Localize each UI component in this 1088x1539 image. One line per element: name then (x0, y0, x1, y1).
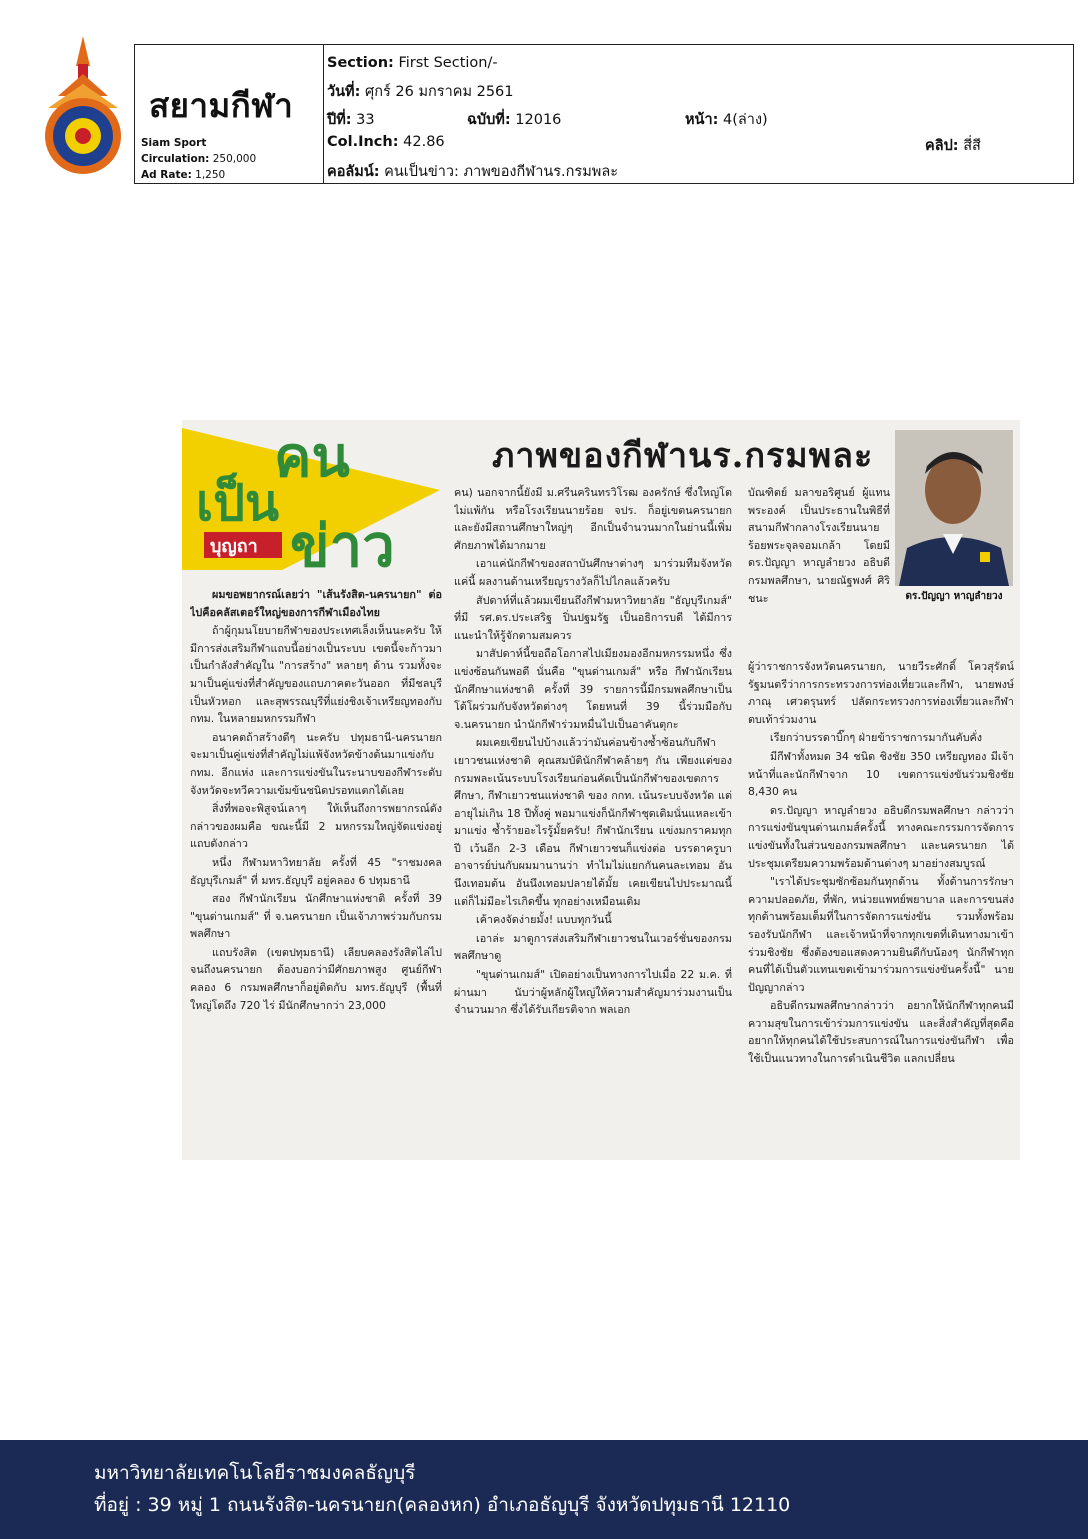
badge-author: บุญถา (210, 536, 258, 557)
article-column-3-top (748, 484, 890, 654)
paragraph: "เราได้ประชุมซักซ้อมกันทุกด้าน ทั้งด้านการรักษาความปลอดภัย, ที่พัก, หน่วยแพทย์พยาบาล และการขนส่ง ทุกด้านพร้อมเต็มที่ในการจัดการแข่งขัน รวมทั้งพร้อมรองรับนักกีฬา และเจ้าหน้าที่จากทุกเขตที่เดินทางมาเข้าร่วมชิงชัย ซึ่งต้องขอแสดงความยินดีกับน้องๆ นักกีฬาทุกคนที่ได้เป็นตัวแทนเขตเข้ามาร่วมการแข่งขันครั้งนี้" นายปัญญากล่าว (748, 875, 1014, 994)
paragraph: สอง กีฬานักเรียน นักศึกษาแห่งชาติ ครั้งที่ 39 "ขุนด่านเกมส์" ที่ จ.นครนายก เป็นเจ้าภาพร่วมกับกรมพลศึกษา (190, 892, 442, 941)
publication-name-en: Siam Sport (141, 137, 207, 149)
clipping-header (134, 44, 1074, 184)
university-logo (38, 36, 128, 176)
paragraph: ผู้ว่าราชการจังหวัดนครนายก, นายวีระศักดิ์ โควสุรัตน์ รัฐมนตรีว่าการกระทรวงการท่องเที่ยวและกีฬา, นายพงษ์ภาณุ เศวตรุนทร์ ปลัดกระทรวงการท่องเที่ยวและกีฬา ตบเท้าร่วมงาน (748, 660, 1014, 726)
issue-info (325, 45, 1073, 183)
photo-caption: ดร.ปัญญา หาญลำยวง (895, 586, 1013, 608)
paragraph: เอาแค่นักกีฬาของสถาบันศึกษาต่างๆ มาร่วมทีมจังหวัดแค่นี้ ผลงานด้านเหรียญรางวัลก็ไปไกลแล้วครับ (454, 557, 732, 588)
portrait-image (895, 430, 1013, 586)
badge-word-1: คน (274, 425, 350, 490)
paragraph: เรียกว่าบรรดาบิ๊กๆ ฝ่ายข้าราชการมากันคับคั่ง (770, 731, 983, 745)
page-row: หน้า: 4(ล่าง) (685, 112, 768, 128)
clip-row: คลิป: สี่สี (925, 138, 981, 154)
paragraph: บัณฑิตย์ มลาขอริศูนย์ ผู้แทนพระองค์ เป็นประธานในพิธีที่สนามกีฬากลางโรงเรียนนายร้อยพระจุลจอมเกล้า โดยมี ดร.ปัญญา หาญลำยวง อธิบดีกรมพลศึกษา, นายณัฐพงศ์ ศิริชนะ (748, 486, 890, 605)
footer-address: ที่อยู่ : 39 หมู่ 1 ถนนรังสิต-นครนายก(คลองหก) อำเภอธัญบุรี จังหวัดปทุมธานี 12110 (94, 1494, 791, 1516)
article-column-1 (190, 586, 442, 1156)
colinch-row: Col.Inch: 42.86 (327, 134, 445, 150)
article-column-2 (454, 484, 732, 1156)
badge-word-2: เป็น (196, 474, 280, 532)
badge-word-3: ข่าว (290, 512, 395, 580)
paragraph: "ขุนด่านเกมส์" เปิดอย่างเป็นทางการไปเมื่อ 22 ม.ค. ที่ผ่านมา นับว่าผู้หลักผู้ใหญ่ให้ความสำคัญมาร่วมงานเป็นจำนวนมาก ซึ่งได้รับเกียรติจาก พลเอก (454, 968, 732, 1017)
column-badge (182, 420, 440, 580)
paragraph: ดร.ปัญญา หาญลำยวง อธิบดีกรมพลศึกษา กล่าวว่า การแข่งขันขุนด่านเกมส์ครั้งนี้ ทางคณะกรรมการจัดการแข่งขันทั้งในส่วนของกรมพลศึกษา และนครนายก ได้ประชุมเตรียมความพร้อมด้านต่างๆ มาอย่างสมบูรณ์ (748, 803, 1014, 870)
paragraph: ถ้าผู้กุมนโยบายกีฬาของประเทศเล็งเห็นนะครับ ให้มีการส่งเสริมกีฬาแถบนี้อย่างเป็นระบบ เขตนี้จะก้าวมาเป็นกำลังสำคัญใน "การสร้าง" หลายๆ ด้าน รวมทั้งจะมาเป็นคู่แข่งที่สำคัญของแถบภาคตะวันออก ที่มีชลบุรีเป็นหัวหอก และสุพรรณบุรีที่แย่งชิงเจ้าเหรียญทองกับ กทม. ในหลายมหกรรมกีฬา (190, 624, 442, 726)
paragraph: ผมเคยเขียนไปบ้างแล้วว่ามันค่อนข้างซ้ำซ้อนกับกีฬาเยาวชนแห่งชาติ คุณสมบัตินักกีฬาคล้ายๆ กัน เพียงแต่ของกรมพละเน้นระบบโรงเรียนก่อนคัดเป็นนักกีฬาของเขตการศึกษา, กีฬาเยาวชนแห่งชาติ ของ กกท. เน้นระบบจังหวัด แต่อายุไม่เกิน 18 ปีทั้งคู่ พอมาแข่งก็นักกีฬาชุดเดิมนั่นแหละเข้ามาแข่ง ซ้ำร้ายอะไรรู้มั้ยครับ! กีฬานักเรียน แข่งมกราคมทุกปี เว้นอีก 2-3 เดือน กีฬาเยาวชนก็แข่งต่อ บรรดาครูบาอาจารย์บ่นกับผมมานานว่า ทำไมไม่แยกกันคนละเทอม อันนึงเทอมต้น อันนึงเทอมปลายได้มั้ย เคยเขียนไปประมาณนี้ แต่ก็ไม่มีอะไรเกิดขึ้น ทุกอย่างเหมือนเดิม (454, 736, 732, 908)
column-row: คอลัมน์: คนเป็นข่าว: ภาพของกีฬานร.กรมพละ (327, 164, 619, 180)
official-portrait (895, 430, 1013, 608)
paragraph: หนึ่ง กีฬามหาวิทยาลัย ครั้งที่ 45 "ราชมงคลธัญบุรีเกมส์" ที่ มทร.ธัญบุรี อยู่คลอง 6 ปทุมธานี (190, 855, 442, 887)
paragraph: เอาล่ะ มาดูการส่งเสริมกีฬาเยาวชนในเวอร์ชั่นของกรมพลศึกษาดู (454, 931, 732, 963)
publication-name: สยามกีฬา (149, 86, 294, 125)
paragraph: อนาคตถ้าสร้างดีๆ นะครับ ปทุมธานี-นครนายก จะมาเป็นคู่แข่งที่สำคัญไม่แพ้จังหวัดข้างต้นมาแข่งกับ กทม. อีกแห่ง และการแข่งขันในระนาบของกีฬาระดับจังหวัดจะทวีความเข้มข้นชนิดปรอทแตกได้เลย (190, 730, 442, 797)
circulation: Circulation: 250,000 (141, 153, 257, 165)
paragraph: เค้าคงจัดง่ายมั้ง! แบบทุกวันนี้ (476, 913, 612, 927)
ad-rate: Ad Rate: 1,250 (141, 169, 226, 181)
publication-info (135, 45, 324, 183)
paragraph: คน) นอกจากนี้ยังมี ม.ศรีนครินทรวิโรฒ องครักษ์ ซึ่งใหญ่โตไม่แพ้กัน หรือโรงเรียนนายร้อย จปร. ก็อยู่เขตนครนายก และยังมีสถานศึกษาใหญ่ๆ อีกเป็นจำนวนมากในย่านนี้เพิ่มศักยภาพได้มากมาย (454, 486, 732, 552)
article-column-3 (748, 658, 1014, 1156)
footer-university-name: มหาวิทยาลัยเทคโนโลยีราชมงคลธัญบุรี (94, 1462, 416, 1484)
newspaper-clipping (182, 420, 1020, 1160)
footer-bar (0, 1440, 1088, 1539)
issue-row: ฉบับที่: 12016 (467, 112, 562, 128)
paragraph: สิ่งที่พอจะพิสูจน์เลาๆ ให้เห็นถึงการพยากรณ์ดังกล่าวของผมคือ ขณะนี้มี 2 มหกรรมใหญ่จัดแข่งอยู่แถบดังกล่าว (190, 802, 442, 851)
paragraph: แถบรังสิต (เขตปทุมธานี) เลียบคลองรังสิตไล่ไปจนถึงนครนายก ต้องบอกว่ามีศักยภาพสูง ศูนย์กีฬาคลอง 6 กรมพลศึกษาก็อยู่ติดกับ มทร.ธัญบุรี (พื้นที่ใหญ่โตถึง 720 ไร่ มีนักศึกษากว่า 23,000 (190, 945, 442, 1012)
date-row: วันที่: ศุกร์ 26 มกราคม 2561 (327, 84, 514, 100)
paragraph: อธิบดีกรมพลศึกษากล่าวว่า อยากให้นักกีฬาทุกคนมีความสุขในการเข้าร่วมการแข่งขัน และสิ่งสำคัญที่สุดคือ อยากให้ทุกคนได้ใช้ประสบการณ์ในการแข่งขันกีฬา เพื่อใช้เป็นแนวทางในการดำเนินชีวิต แลกเปลี่ยน (748, 999, 1014, 1066)
paragraph: มาสัปดาห์นี้ขอถือโอกาสไปเมียงมองอีกมหกรรมหนึ่ง ซึ่งแข่งซ้อนกันพอดี นั่นคือ "ขุนด่านเกมส์" หรือ กีฬานักเรียน นักศึกษาแห่งชาติ ครั้งที่ 39 รายการนี้มีกรมพลศึกษาเป็นโต้โผร่วมกับจังหวัดต่างๆ โดยหนที่ 39 นี้ร่วมมือกับ จ.นครนายก นำนักกีฬาร่วมหมื่นไปเป็นอาคันตุกะ (454, 647, 732, 731)
year-row: ปีที่: 33 (327, 112, 375, 128)
paragraph: ผมขอพยากรณ์เลยว่า "เส้นรังสิต-นครนายก" ต่อไปคือคลัสเตอร์ใหญ่ของการกีฬาเมืองไทย (190, 588, 442, 619)
section-row: Section: First Section/- (327, 55, 498, 71)
article-title: ภาพของกีฬานร.กรมพละ (492, 436, 874, 476)
paragraph: สัปดาห์ที่แล้วผมเขียนถึงกีฬามหาวิทยาลัย "ธัญบุรีเกมส์" ที่มี รศ.ดร.ประเสริฐ ปิ่นปฐมรัฐ เป็นอธิการบดี ได้มีการแนะนำให้รู้จักตามสมควร (454, 593, 732, 642)
paragraph: มีกีฬาทั้งหมด 34 ชนิด ชิงชัย 350 เหรียญทอง มีเจ้าหน้าที่และนักกีฬาจาก 10 เขตการแข่งขันร่วมชิงชัย 8,430 คน (748, 749, 1014, 799)
